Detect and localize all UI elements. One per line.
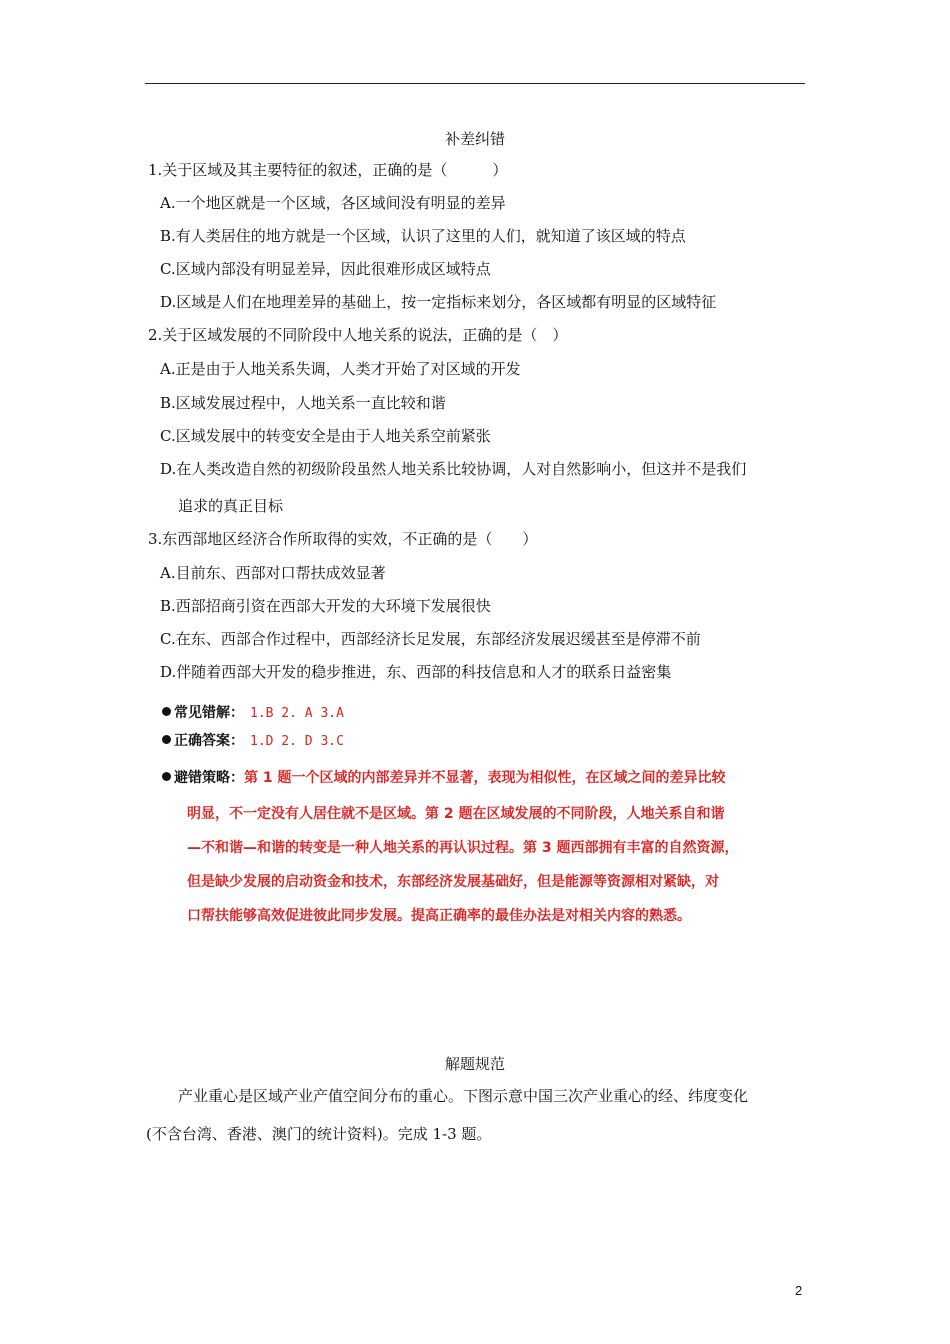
bullet-icon — [162, 707, 171, 716]
page-number: 2 — [795, 1283, 803, 1298]
strategy-line-1: 第 1 题一个区域的内部差异并不显著，表现为相似性，在区域之间的差异比较 — [244, 770, 726, 786]
strategy-line-3: —不和谐—和谐的转变是一种人地关系的再认识过程。第 3 题西部拥有丰富的自然资源， — [187, 840, 739, 856]
strategy-line-2: 明显，不一定没有人居住就不是区域。第 2 题在区域发展的不同阶段，人地关系自和谐 — [187, 806, 725, 822]
question-2-option-a: A.正是由于人地关系失调，人类才开始了对区域的开发 — [160, 360, 521, 378]
question-3-stem: 3.东西部地区经济合作所取得的实效，不正确的是（ ） — [148, 530, 538, 548]
question-1-option-a: A.一个地区就是一个区域，各区域间没有明显的差异 — [160, 194, 506, 212]
strategy-row — [162, 768, 726, 788]
common-errors-label: 常见错解： — [174, 705, 244, 721]
intro-paragraph-line-2: (不含台湾、香港、澳门的统计资料)。完成 1-3 题。 — [146, 1125, 492, 1143]
question-3-option-b: B.西部招商引资在西部大开发的大环境下发展很快 — [160, 597, 491, 615]
common-errors-value: 1.B 2. A 3.A — [250, 706, 344, 721]
question-3-option-c: C.在东、西部合作过程中，西部经济长足发展，东部经济发展迟缓甚至是停滞不前 — [160, 630, 701, 648]
question-1-stem: 1.关于区域及其主要特征的叙述，正确的是（ ） — [148, 161, 508, 179]
question-2-option-b: B.区域发展过程中，人地关系一直比较和谐 — [160, 394, 446, 412]
strategy-line-4: 但是缺少发展的启动资金和技术，东部经济发展基础好，但是能源等资源相对紧缺，对 — [187, 874, 719, 890]
correct-answers-value: 1.D 2. D 3.C — [250, 734, 344, 749]
bullet-icon — [162, 735, 171, 744]
strategy-line-5: 口帮扶能够高效促进彼此同步发展。提高正确率的最佳办法是对相关内容的熟悉。 — [187, 908, 691, 924]
question-1-option-d: D.区域是人们在地理差异的基础上，按一定指标来划分，各区域都有明显的区域特征 — [160, 293, 717, 311]
intro-paragraph-line-1: 产业重心是区域产业产值空间分布的重心。下图示意中国三次产业重心的经、纬度变化 — [178, 1087, 749, 1105]
header-rule — [145, 83, 805, 84]
question-1-option-b: B.有人类居住的地方就是一个区域，认识了这里的人们，就知道了该区域的特点 — [160, 227, 686, 245]
correct-answers-label: 正确答案： — [174, 733, 244, 749]
question-2-stem: 2.关于区域发展的不同阶段中人地关系的说法，正确的是（ ） — [148, 326, 568, 344]
section-title-corrections: 补差纠错 — [444, 130, 505, 148]
correct-answers-row — [162, 731, 344, 752]
question-3-option-d: D.伴随着西部大开发的稳步推进，东、西部的科技信息和人才的联系日益密集 — [160, 663, 672, 681]
question-2-option-d-continuation: 追求的真正目标 — [178, 497, 284, 515]
question-2-option-d: D.在人类改造自然的初级阶段虽然人地关系比较协调，人对自然影响小，但这并不是我们 — [160, 460, 747, 478]
question-2-option-c: C.区域发展中的转变安全是由于人地关系空前紧张 — [160, 427, 491, 445]
question-1-option-c: C.区域内部没有明显差异，因此很难形成区域特点 — [160, 260, 491, 278]
question-3-option-a: A.目前东、西部对口帮扶成效显著 — [160, 564, 386, 582]
section-title-solution-standard: 解题规范 — [444, 1055, 505, 1073]
strategy-label: 避错策略： — [174, 770, 244, 786]
bullet-icon — [162, 772, 171, 781]
common-errors-row — [162, 703, 344, 724]
